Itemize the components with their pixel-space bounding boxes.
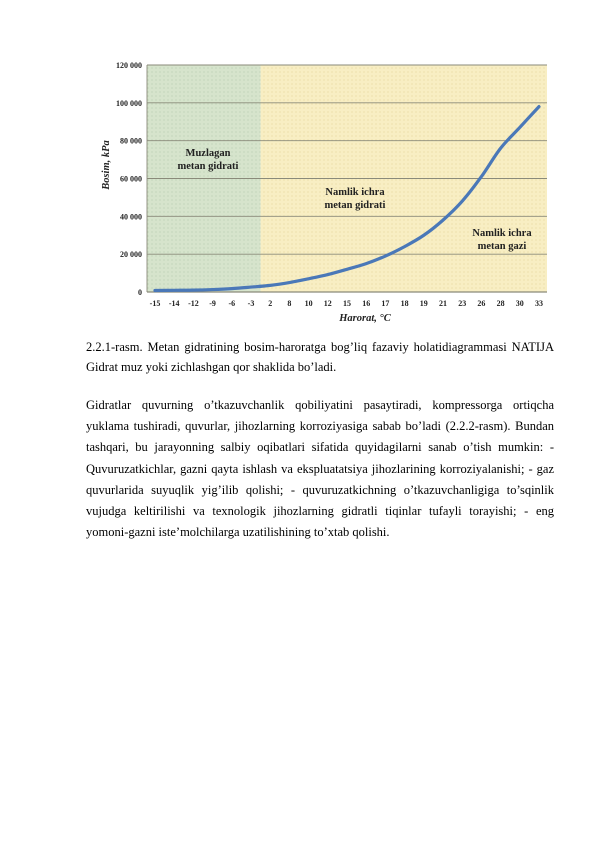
y-tick-label: 0 xyxy=(138,288,142,297)
x-tick-label: 28 xyxy=(496,299,505,308)
y-tick-label: 80 000 xyxy=(120,136,142,146)
x-tick-label: 19 xyxy=(419,299,428,308)
wet-hydrate-label-line1: Namlik ichra xyxy=(325,187,385,198)
x-tick-label: -3 xyxy=(247,299,255,308)
y-tick-label: 40 000 xyxy=(120,212,142,222)
phase-diagram-chart xyxy=(95,55,555,327)
frozen-hydrate-label-line2: metan gidrati xyxy=(177,161,239,172)
x-axis-label: Harorat, °C xyxy=(339,313,391,324)
x-tick-label: 33 xyxy=(535,299,543,308)
x-tick-label: 30 xyxy=(515,299,524,308)
body-paragraph: Gidratlar quvurning o’tkazuvchanlik qobiliyatini pasaytiradi, kompressorga ortiqcha yuklama tushiradi, quvurlar, jihozlarning korroziyasiga sabab bo’ladi (2.2.2-rasm). Bundan tashqari, bu jarayonning salbiy oqibatlari sifatida quyidagilarni sanab o’tish mumkin: - Quvuruzatkichlar, gazni qayta ishlash va ekspluatatsiya jihozlarining korroziyalanishi; - gaz quvurlarida suyuqlik yig’ilib qolishi; - quvuruzatkichning o’tkazuvchanligiga to’sqinlik vujudga keltirilishi va texnologik jihozlarning gidratli tiqinlar tufayli torayishi; - eng yomoni-gazni iste’molchilarga uzatilishining to’xtab qolishi. xyxy=(86,398,554,540)
y-tick-label: 60 000 xyxy=(120,174,142,184)
wet-gas-label-line1: Namlik ichra xyxy=(472,228,532,239)
x-tick-label: -6 xyxy=(228,299,236,308)
x-tick-label: 15 xyxy=(343,299,351,308)
x-tick-label: 17 xyxy=(381,299,390,308)
y-axis-label: Bosim, kPa xyxy=(101,140,112,190)
wet-hydrate-label-line2: metan gidrati xyxy=(324,200,386,211)
x-tick-label: 8 xyxy=(287,299,292,308)
phase-diagram-figure xyxy=(95,55,555,327)
x-tick-label: 12 xyxy=(323,299,332,308)
x-tick-label: 2 xyxy=(268,299,273,308)
x-tick-label: -15 xyxy=(149,299,161,308)
x-tick-label: -12 xyxy=(188,299,199,308)
wet-gas-label-line2: metan gazi xyxy=(477,241,527,252)
x-tick-label: -14 xyxy=(168,299,180,308)
y-tick-label: 20 000 xyxy=(120,250,142,260)
x-tick-label: 23 xyxy=(458,299,467,308)
x-tick-label: 18 xyxy=(400,299,409,308)
x-tick-label: 21 xyxy=(439,299,447,308)
x-tick-label: -9 xyxy=(209,299,216,308)
y-tick-label: 120 000 xyxy=(116,61,142,70)
x-tick-label: 10 xyxy=(304,299,313,308)
x-tick-label: 26 xyxy=(477,299,486,308)
frozen-hydrate-label-line1: Muzlagan xyxy=(185,148,231,159)
y-tick-label: 100 000 xyxy=(116,98,142,108)
figure-caption: 2.2.1-rasm. Metan gidratining bosim-haroratga bog’liq fazaviy holatidiagrammasi NATIJA Gidrat muz yoki zichlashgan qor shaklida bo’ladi. xyxy=(86,340,554,374)
x-tick-label: 16 xyxy=(362,299,371,308)
